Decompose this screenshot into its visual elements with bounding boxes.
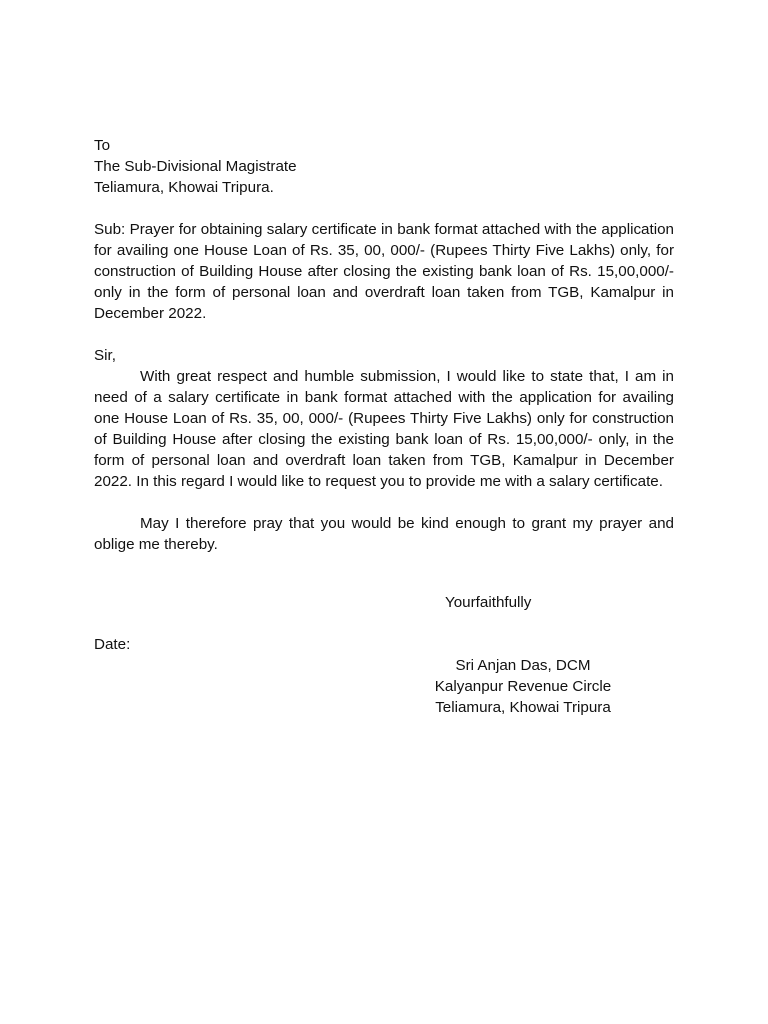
subject-paragraph: Sub: Prayer for obtaining salary certificate in bank format attached with the application for availing one House Loan of Rs. 35, 00, 000/- (Rupees Thirty Five Lakhs) only, for construction of Building House after closing the existing bank loan of Rs. 15,00,000/- only in the form of personal loan and overdraft loan taken from TGB, Kamalpur in December 2022. — [94, 221, 674, 322]
spacer — [94, 492, 674, 513]
body-paragraph-2: May I therefore pray that you would be kind enough to grant my prayer and oblige me thereby. — [94, 515, 674, 553]
date-label: Date: — [94, 636, 131, 653]
body-paragraph-1: With great respect and humble submission, I would like to state that, I am in need of a salary certificate in bank format attached with the application for availing one House Loan of Rs. 35, 00, 000/- (Rupees Thirty Five Lakhs) only for construction of Building House after closing the existing bank loan of Rs. 15,00,000/- only, in the form of personal loan and overdraft loan taken from TGB, Kamalpur in December 2022. In this regard I would like to request you to provide me with a salary certificate. — [94, 368, 674, 490]
signatory-address: Teliamura, Khowai Tripura — [435, 699, 611, 716]
recipient-title: The Sub-Divisional Magistrate — [94, 158, 297, 175]
signatory-office: Kalyanpur Revenue Circle — [434, 678, 612, 695]
spacer — [94, 198, 674, 219]
closing-line: Yourfaithfully — [445, 594, 532, 611]
signature-block — [400, 655, 646, 718]
spacer — [94, 324, 674, 345]
to-label: To — [94, 137, 111, 154]
signatory-name: Sri Anjan Das, DCM — [455, 657, 591, 674]
letter-body — [94, 135, 674, 555]
recipient-address: Teliamura, Khowai Tripura. — [94, 179, 274, 196]
salutation: Sir, — [94, 347, 116, 364]
